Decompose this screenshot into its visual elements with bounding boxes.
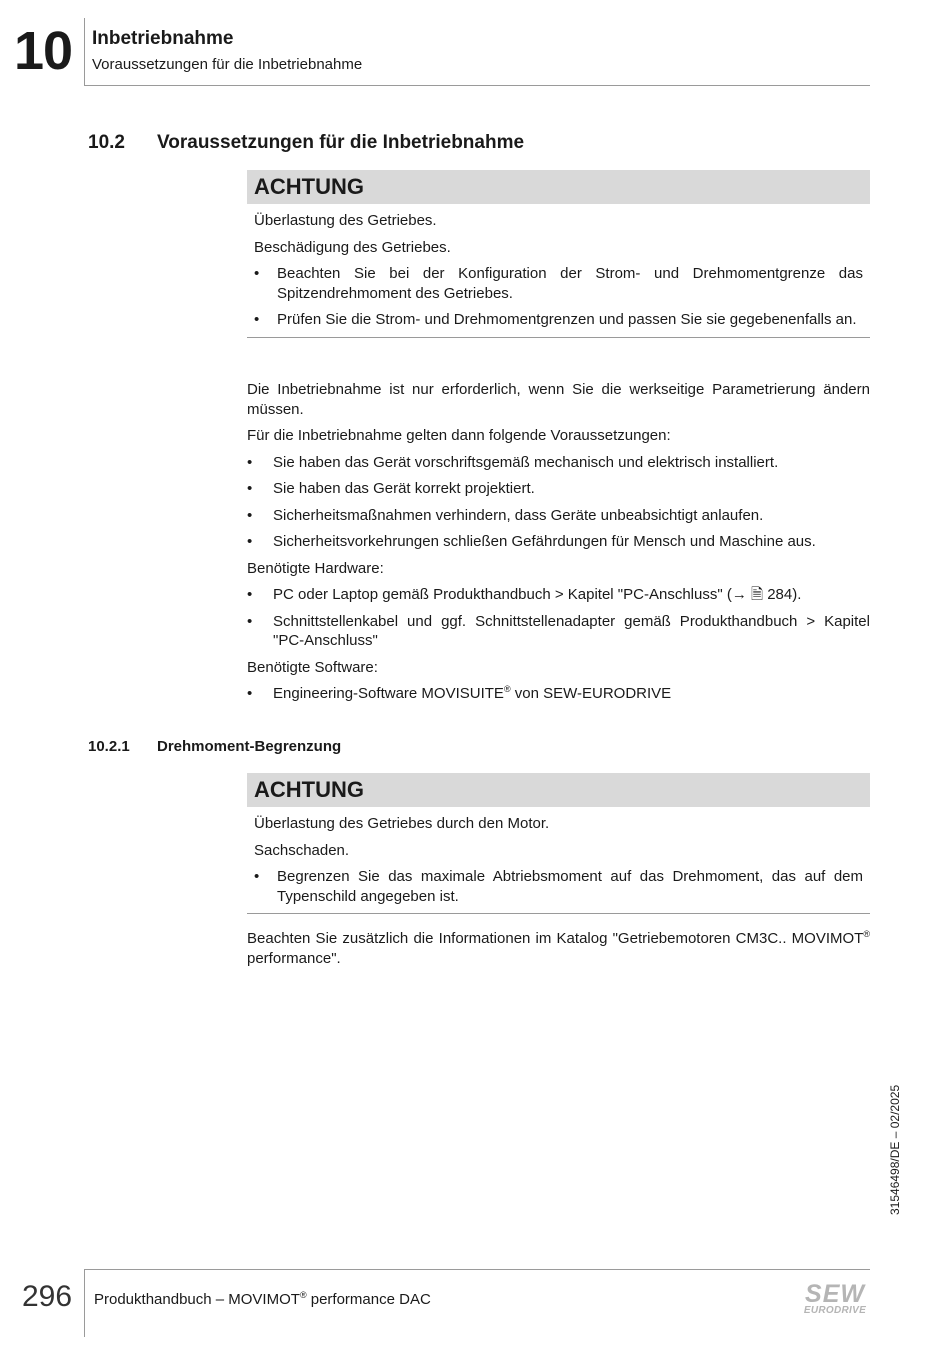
warning-consequence: Sachschaden.: [254, 841, 350, 859]
hardware-list: [247, 585, 870, 651]
intro-paragraph: Die Inbetriebnahme ist nur erforderlich, wenn Sie die werkseitige Parametrierung ändern müssen.: [247, 381, 870, 418]
footer-title: [94, 1291, 431, 1308]
registered-mark: ®: [299, 1290, 307, 1300]
header-chapter-title: Inbetriebnahme: [92, 28, 234, 49]
closing-paragraph: [247, 929, 870, 968]
warning-label: ACHTUNG: [247, 773, 870, 807]
warning-rule: [247, 913, 870, 914]
closing-text: Beachten Sie zusätzlich die Informationen im Katalog "Getriebemotoren CM3C.. MOVIMOT: [247, 930, 864, 947]
subsection-number: 10.2.1: [88, 738, 130, 755]
warning-measures: [254, 264, 863, 330]
warning-measures: [254, 867, 863, 906]
chapter-number: 10: [14, 21, 73, 81]
list-item: • Schnittstellenkabel und ggf. Schnittstellenadapter gemäß Produkthandbuch > Kapitel "PC-Anschluss": [247, 612, 870, 651]
warning-measure: • Beachten Sie bei der Konfiguration der Strom- und Drehmomentgrenze das Spitzendrehmoment des Getriebes.: [254, 264, 863, 303]
footer-title-end: performance DAC: [306, 1291, 431, 1308]
closing-note: [247, 929, 870, 975]
header-divider-vertical: [84, 18, 85, 86]
registered-mark: ®: [863, 929, 870, 939]
software-name: Engineering-Software MOVISUITE: [273, 685, 504, 702]
logo-sew: SEW: [805, 1280, 865, 1308]
closing-text-end: performance".: [247, 949, 341, 967]
warning-box-1: [247, 170, 870, 338]
warning-consequence: Beschädigung des Getriebes.: [254, 238, 451, 256]
list-item: • Sie haben das Gerät vorschriftsgemäß mechanisch und elektrisch installiert.: [247, 453, 870, 473]
list-item: • Sicherheitsvorkehrungen schließen Gefährdungen für Mensch und Maschine aus.: [247, 532, 870, 552]
software-vendor: von SEW-EURODRIVE: [510, 685, 672, 702]
prereq-list: [247, 453, 870, 552]
hardware-label: Benötigte Hardware:: [247, 559, 384, 577]
list-item: • Sicherheitsmaßnahmen verhindern, dass Geräte unbeabsichtigt anlaufen.: [247, 506, 870, 526]
list-item: • Sie haben das Gerät korrekt projektiert.: [247, 479, 870, 499]
section-body: [247, 380, 870, 711]
section-title: Voraussetzungen für die Inbetriebnahme: [157, 132, 525, 153]
footer-divider-horizontal: [84, 1269, 870, 1270]
warning-body: [247, 211, 870, 330]
header-divider-horizontal: [84, 85, 870, 86]
registered-mark: ®: [503, 684, 511, 694]
warning-body: [247, 814, 870, 906]
software-label: Benötigte Software:: [247, 658, 378, 676]
prereq-intro: Für die Inbetriebnahme gelten dann folgende Voraussetzungen:: [247, 427, 671, 444]
page-number: 296: [22, 1280, 73, 1313]
logo-eurodrive: EURODRIVE: [803, 1305, 867, 1316]
list-item: [247, 684, 870, 704]
header-section-title: Voraussetzungen für die Inbetriebnahme: [92, 56, 363, 73]
document-id: 31546498/DE – 02/2025: [888, 1084, 902, 1215]
warning-measure: • Begrenzen Sie das maximale Abtriebsmoment auf das Drehmoment, das auf dem Typenschild angegeben ist.: [254, 867, 863, 906]
footer-divider-vertical: [84, 1269, 85, 1337]
footer-title-text: Produkthandbuch – MOVIMOT: [94, 1291, 300, 1308]
warning-rule: [247, 337, 870, 338]
warning-box-2: [247, 773, 870, 914]
warning-measure: • Prüfen Sie die Strom- und Drehmomentgrenzen und passen Sie sie gegebenenfalls an.: [254, 310, 863, 330]
list-item: • PC oder Laptop gemäß Produkthandbuch > Kapitel "PC-Anschluss" (→ 🗎 284).: [247, 585, 870, 605]
sew-eurodrive-logo: [800, 1280, 870, 1316]
warning-hazard: Überlastung des Getriebes.: [254, 212, 437, 229]
warning-label: ACHTUNG: [247, 170, 870, 204]
software-list: [247, 684, 870, 704]
section-number: 10.2: [88, 132, 125, 153]
warning-hazard: Überlastung des Getriebes durch den Motor.: [254, 815, 550, 832]
subsection-title: Drehmoment-Begrenzung: [157, 738, 342, 755]
